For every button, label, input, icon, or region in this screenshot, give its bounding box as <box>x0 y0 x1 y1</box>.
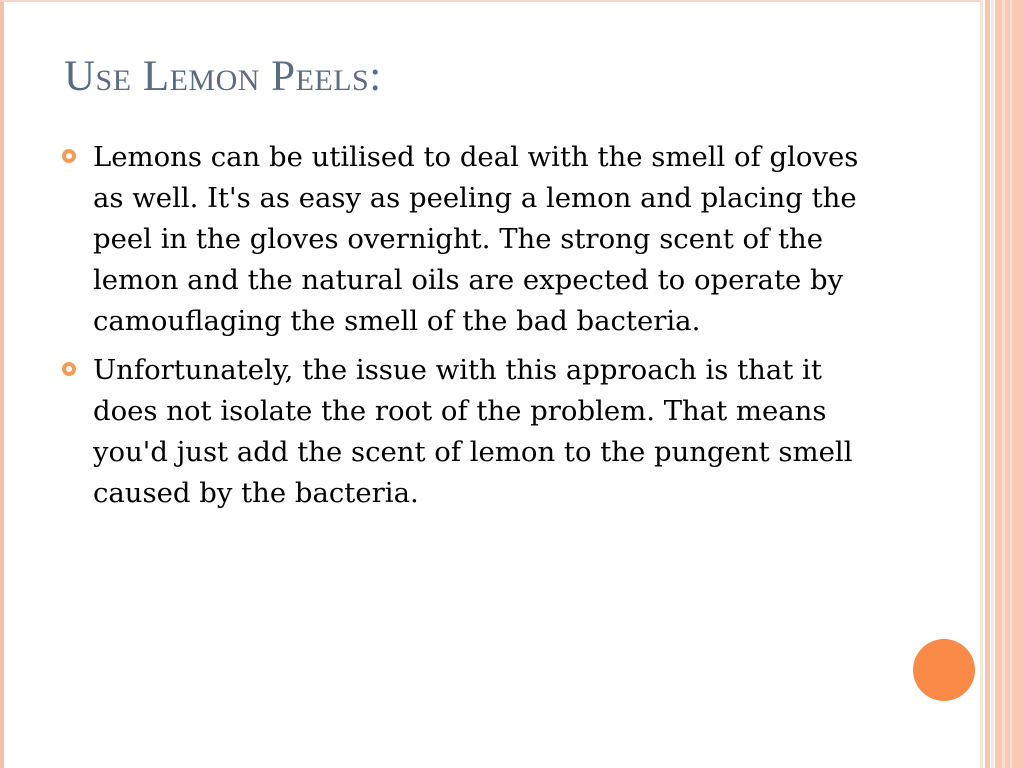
slide-title: Use Lemon Peels: <box>64 53 382 100</box>
bullet-list <box>62 137 892 522</box>
circle-bullet-icon <box>62 362 76 376</box>
circle-bullet-icon <box>62 149 76 163</box>
bullet-item <box>62 350 892 514</box>
bullet-text: Lemons can be utilised to deal with the smell of gloves as well. It's as easy as peeling a lemon and placing the peel in the gloves overnight. The strong scent of the lemon and the natural oils are expected to operate by camouflaging the smell of the bad bacteria. <box>93 141 859 337</box>
bullet-item <box>62 137 892 342</box>
top-border <box>0 0 980 2</box>
bullet-text: Unfortunately, the issue with this approach is that it does not isolate the root of the problem. That means you'd just add the scent of lemon to the pungent smell caused by the bacteria. <box>93 354 853 509</box>
right-stripe <box>980 0 983 768</box>
orange-circle-decoration-icon <box>913 639 975 701</box>
left-border <box>0 0 4 768</box>
right-stripe <box>991 0 994 768</box>
right-stripe <box>1010 0 1012 768</box>
right-stripe <box>985 0 990 768</box>
right-stripe <box>1002 0 1005 768</box>
